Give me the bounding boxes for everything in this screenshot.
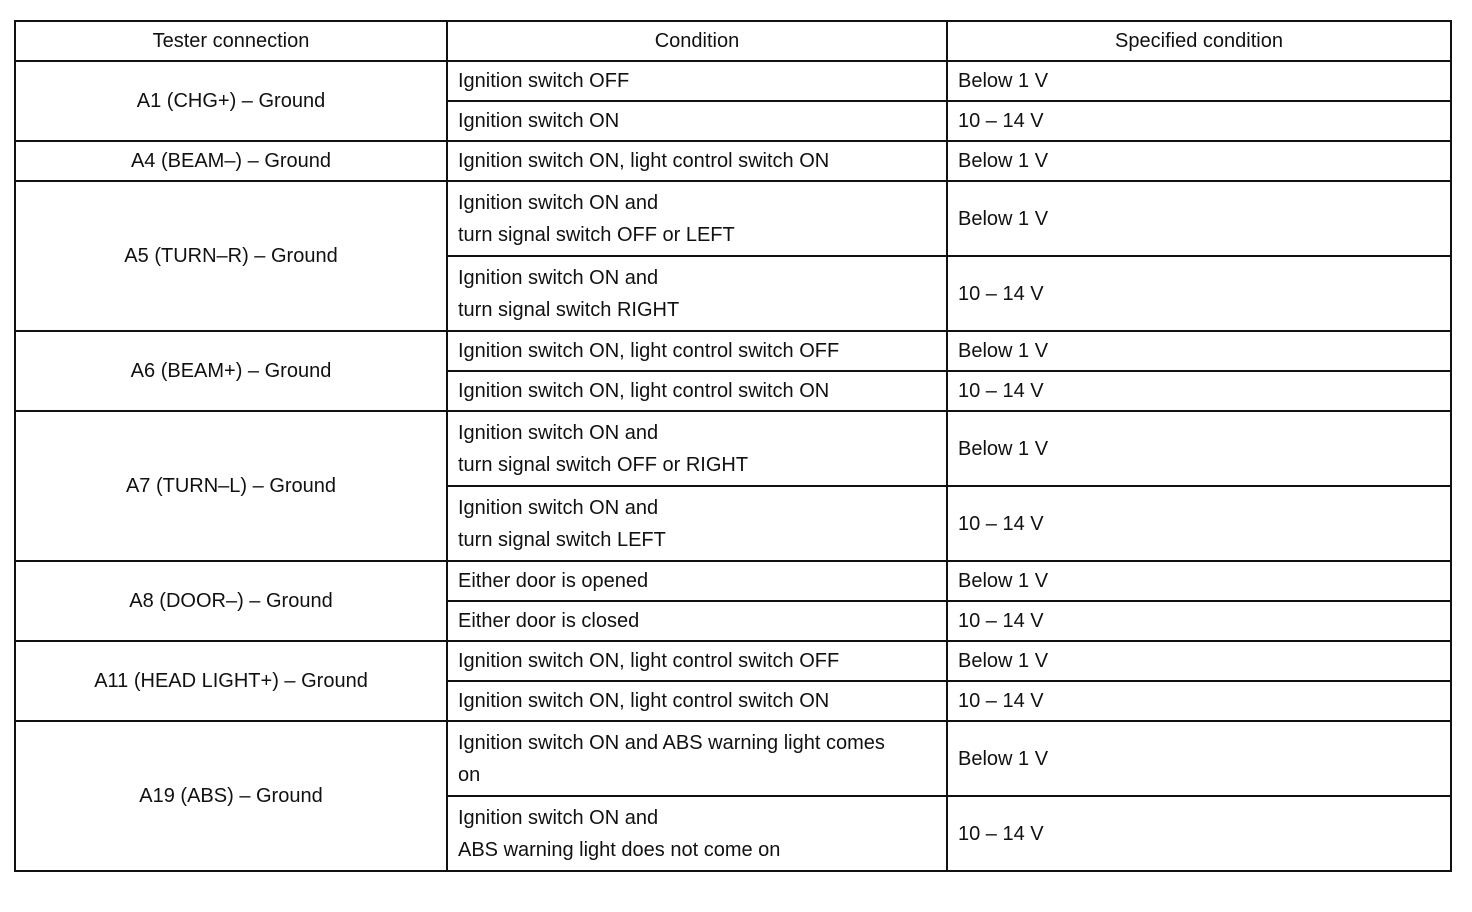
specified-condition-cell: Below 1 V	[947, 411, 1451, 486]
condition-line: Ignition switch ON and ABS warning light comes	[458, 731, 885, 754]
condition-cell	[447, 796, 947, 871]
table-row	[15, 411, 1451, 486]
condition-line: Ignition switch ON, light control switch ON	[458, 690, 830, 712]
table-header-row	[15, 21, 1451, 61]
condition-line: on	[458, 763, 481, 786]
specified-condition-cell: 10 – 14 V	[947, 681, 1451, 721]
condition-line: Ignition switch OFF	[458, 70, 630, 92]
table-row	[15, 61, 1451, 101]
tester-connection-cell: A1 (CHG+) – Ground	[15, 61, 447, 141]
specified-condition-cell: 10 – 14 V	[947, 796, 1451, 871]
specification-table	[14, 20, 1452, 872]
condition-cell	[447, 641, 947, 681]
condition-cell	[447, 721, 947, 796]
condition-line: Either door is opened	[458, 570, 649, 592]
condition-cell	[447, 61, 947, 101]
condition-line: ABS warning light does not come on	[458, 838, 781, 861]
condition-line: Ignition switch ON	[458, 110, 620, 132]
condition-line: Ignition switch ON and	[458, 421, 659, 444]
condition-cell	[447, 681, 947, 721]
condition-line: Ignition switch ON, light control switch ON	[458, 150, 830, 172]
condition-line: Ignition switch ON and	[458, 496, 659, 519]
table-row	[15, 641, 1451, 681]
condition-line: Ignition switch ON and	[458, 191, 659, 214]
specified-condition-cell: Below 1 V	[947, 61, 1451, 101]
condition-cell	[447, 256, 947, 331]
specified-condition-cell: Below 1 V	[947, 641, 1451, 681]
condition-cell	[447, 181, 947, 256]
document-page	[14, 20, 1450, 872]
condition-line: turn signal switch OFF or RIGHT	[458, 453, 749, 476]
condition-cell	[447, 486, 947, 561]
specified-condition-cell: Below 1 V	[947, 141, 1451, 181]
table-row	[15, 561, 1451, 601]
condition-cell	[447, 101, 947, 141]
specified-condition-cell: Below 1 V	[947, 721, 1451, 796]
tester-connection-cell: A19 (ABS) – Ground	[15, 721, 447, 871]
specified-condition-cell: Below 1 V	[947, 181, 1451, 256]
specified-condition-cell: 10 – 14 V	[947, 101, 1451, 141]
condition-cell	[447, 561, 947, 601]
table-row	[15, 331, 1451, 371]
table-row	[15, 141, 1451, 181]
specified-condition-cell: 10 – 14 V	[947, 256, 1451, 331]
condition-line: Ignition switch ON and	[458, 266, 659, 289]
condition-line: Either door is closed	[458, 610, 640, 632]
specified-condition-cell: Below 1 V	[947, 561, 1451, 601]
tester-connection-cell: A6 (BEAM+) – Ground	[15, 331, 447, 411]
specified-condition-cell: 10 – 14 V	[947, 486, 1451, 561]
table-row	[15, 721, 1451, 796]
table-body	[15, 61, 1451, 871]
table-row	[15, 181, 1451, 256]
tester-connection-cell: A5 (TURN–R) – Ground	[15, 181, 447, 331]
condition-line: Ignition switch ON and	[458, 806, 659, 829]
condition-cell	[447, 601, 947, 641]
tester-connection-cell: A7 (TURN–L) – Ground	[15, 411, 447, 561]
condition-line: Ignition switch ON, light control switch ON	[458, 380, 830, 402]
condition-cell	[447, 371, 947, 411]
tester-connection-cell: A4 (BEAM–) – Ground	[15, 141, 447, 181]
tester-connection-cell: A8 (DOOR–) – Ground	[15, 561, 447, 641]
condition-line: turn signal switch RIGHT	[458, 298, 680, 321]
specified-condition-cell: 10 – 14 V	[947, 601, 1451, 641]
specified-condition-cell: Below 1 V	[947, 331, 1451, 371]
condition-cell	[447, 331, 947, 371]
header-tester-connection: Tester connection	[15, 21, 447, 61]
specified-condition-cell: 10 – 14 V	[947, 371, 1451, 411]
header-condition: Condition	[447, 21, 947, 61]
condition-line: turn signal switch OFF or LEFT	[458, 223, 735, 246]
condition-line: Ignition switch ON, light control switch OFF	[458, 650, 840, 672]
tester-connection-cell: A11 (HEAD LIGHT+) – Ground	[15, 641, 447, 721]
condition-line: turn signal switch LEFT	[458, 528, 666, 551]
header-specified-condition: Specified condition	[947, 21, 1451, 61]
condition-cell	[447, 411, 947, 486]
condition-cell	[447, 141, 947, 181]
condition-line: Ignition switch ON, light control switch OFF	[458, 340, 840, 362]
